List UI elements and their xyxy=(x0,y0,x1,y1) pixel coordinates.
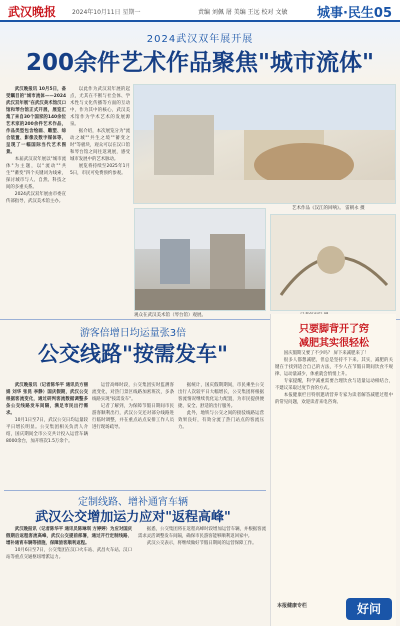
story2-paragraph: 记者了解到，为保障节假日期间市民游客顺利出行，武汉公交还对部分线路进行临时调整，并在重点站点安排工作人员进行现场疏导。 xyxy=(92,404,174,430)
photo-main-caption: 艺术作品《汉江的回响》。 雷朝永 摄 xyxy=(292,206,365,211)
health-sidebar xyxy=(270,314,396,626)
story1-headline xyxy=(0,22,400,80)
story1-paragraph: 武汉晚报讯 10月5日，备受瞩目的"城市流体——2024武汉双年展"在武汉美术馆汉口馆和琴台馆正式开展，展览汇集了来自30个国家的140余位艺术家的200余件艺术作品，作品类型包含绘画、雕塑、综合装置、影像及数字媒体等，呈现了一幅国际当代艺术图景。 xyxy=(6,87,66,155)
story2-kicker: 游客倍增日均运量张3倍 xyxy=(79,328,187,339)
editor-credits-text: 责编 刘佩 屠 美编 王远 校对 文敏 xyxy=(198,9,288,16)
story2-title: 公交线路"按需发车" xyxy=(38,342,228,366)
art-photo-visitors xyxy=(134,208,266,311)
editor-credits xyxy=(198,7,287,16)
story3-paragraph: 据悉，公交集团将在返程高峰时段增加运营车辆，并根据客流需求灵活调整发车间隔，确保市民游客能够顺利返回家中。 xyxy=(138,527,266,539)
sidebar-paragraph: 本报健康栏目特别邀请营养专家为读者解答减肥过程中的常见问题，欢迎读者来电咨询。 xyxy=(275,393,393,405)
story1-paragraph: 展览将持续至2025年1月5日，市民可免费预约参观。 xyxy=(70,164,130,176)
sidebar-paragraph: 很多人都想减肥，但总是坚持不下来。其实，减肥的关键在于找到适合自己的方法，不少人在节假日期间饮食不规律、运动量减少，体重就会悄悄上升。 xyxy=(275,358,393,377)
story3-column-1 xyxy=(6,526,132,622)
story3-kicker: 定制线路、增补通宵车辆 xyxy=(78,497,188,508)
art-photo-installation xyxy=(270,214,396,311)
story1-column-1 xyxy=(6,86,66,311)
sidebar-title-line2: 减肥其实很轻松 xyxy=(299,338,369,349)
story2-headline xyxy=(0,322,266,380)
visitors-illustration xyxy=(135,209,266,311)
sidebar-paragraph: 国庆假期又要了不少吗？ 屏下来减肥来了！ xyxy=(283,351,369,356)
sidebar-title-line1: 只要脚背开了窍 xyxy=(299,324,369,335)
photo-small1-caption: 观众在武汉美术馆（琴台馆）观展。 xyxy=(134,313,206,318)
story1-kicker: 2024武汉双年展开展 xyxy=(146,34,254,45)
installation-illustration xyxy=(271,215,396,311)
story3-column-2 xyxy=(138,526,266,622)
story2-column-3 xyxy=(178,382,264,488)
issue-date: 2024年10月11日 星期一 xyxy=(72,9,141,16)
story3-title: 武汉公交增加运力应对"返程高峰" xyxy=(35,510,231,525)
story2-column-1 xyxy=(6,382,88,488)
masthead xyxy=(0,0,400,22)
art-photo-main xyxy=(133,84,396,204)
story1-paragraph: 据介绍，本次展览分为"流动之城""共生之境""蓄变之时"等板块，观众可以在汉口馆和琴台馆之间往返观展，感受城市发展中的艺术脉动。 xyxy=(70,129,130,162)
story2-paragraph: 此外，地铁与公交之间的接驳线路运营效果良好，有效分流了热门站点的客流压力。 xyxy=(178,411,264,430)
gallery-illustration xyxy=(134,85,396,204)
section-title: 城事·民生05 xyxy=(316,6,392,21)
sidebar-paragraph: 专家提醒，科学减重需要合理饮食与适量运动相结合，不建议采取过度节食的方式。 xyxy=(275,379,393,391)
newspaper-logo: 武汉晚报 xyxy=(8,5,57,19)
story3-paragraph: 10月6日至7日，公交集团在汉口火车站、武昌火车站、汉口站等重点交通枢纽增派运力。 xyxy=(6,548,132,560)
story1-paragraph: 本届武汉双年展以"城市流体"为主题，以"流动""共生""蓄变"四个关键词为线索，探讨城市与人、自然、科技之间的多重关系。 xyxy=(6,157,66,190)
sidebar-footer-label: 本报健康专栏 xyxy=(277,603,308,609)
story1-paragraph: 以此作为武汉双年展的起点，尤其在不断与社会体、学术性与文化传播等方面的互动中，作为其中的核心，武汉美术馆作为学术艺术的发展源泉。 xyxy=(70,87,130,127)
story2-paragraph: 10月1日至7日，武汉公交日均运量较平日增长明显。公交集团相关负责人介绍，国庆期间全市公交共计投入运营车辆8000余台，加开班次1.5万余个。 xyxy=(6,418,88,444)
story2-paragraph: 据统计，国庆假期期间，市民乘坐公交出行人次较平日大幅增长，公交集团将根据客流情况继续优化运力配置，为市民提供便捷、安全、舒适的出行服务。 xyxy=(178,383,264,409)
story2-column-2 xyxy=(92,382,174,488)
sidebar-body xyxy=(275,350,393,596)
story1-column-2 xyxy=(70,86,130,311)
story3-paragraph: 武汉公交表示，将继续做好节假日期间的运营保障工作。 xyxy=(146,541,257,546)
section-divider-2 xyxy=(4,490,266,491)
story1-title: 200余件艺术作品聚焦"城市流体" xyxy=(26,50,374,76)
story2-paragraph: 运营高峰时段，公交集团实时监测客流变化，对热门景区线路加密班次，多条线路实现"按需发车"。 xyxy=(92,383,174,402)
story3-paragraph: 武汉晚报讯（记者陈华平 通讯员陈琳琪 方婷婷）为应对国庆假期后返程客流高峰，武汉公交提前部署，通过开行定制线路、增补通宵车辆等措施，保障旅客顺利返程。 xyxy=(6,527,132,546)
story1-paragraph: 2024武汉双年展由市委宣传部指导，武汉美术馆主办。 xyxy=(6,192,66,204)
story2-paragraph: 武汉晚报讯（记者陈华平 通讯员方丽娟 刘华 张昆 李静）国庆假期，武汉公交根据客流变化，通过研判客流数据调整多条公交线路发车间隔，满足市民出行需求。 xyxy=(6,383,88,416)
haowen-logo: 好问 xyxy=(346,598,392,620)
